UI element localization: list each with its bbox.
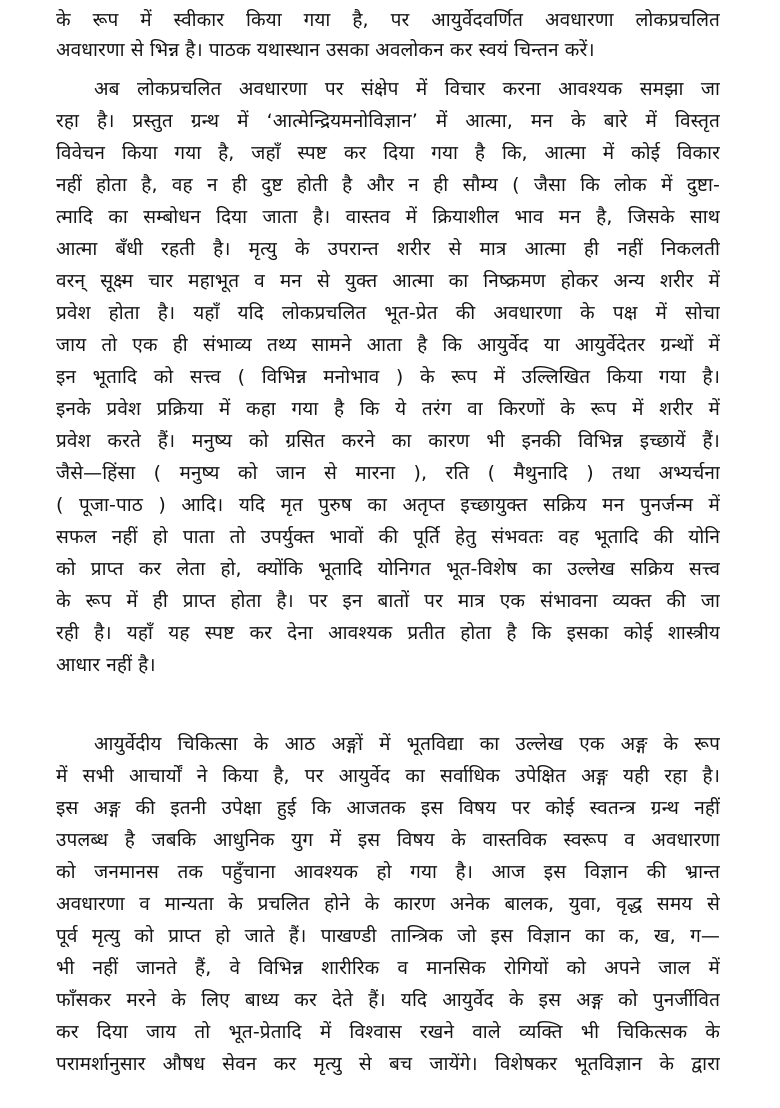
text-line: आधार नहीं है। [56, 654, 156, 676]
text-line: फाँसकर मरने के लिए बाध्य कर देते हैं। यदि आयुर्वेद के इस अङ्ग को पुनर्जीवित [56, 989, 720, 1011]
text-line: रहा है। प्रस्तुत ग्रन्थ में ‘आत्मेन्द्रियमनोविज्ञान’ में आत्मा, मन के बारे में विस्तृत [56, 110, 720, 132]
text-line: नहीं होता है, वह न ही दुष्ट होती है और न ही सौम्य ( जैसा कि लोक में दुष्टा- [56, 174, 720, 196]
text-line: रही है। यहाँ यह स्पष्ट कर देना आवश्यक प्रतीत होता है कि इसका कोई शास्त्रीय [56, 622, 720, 644]
text-line: में सभी आचार्यों ने किया है, पर आयुर्वेद का सर्वाधिक उपेक्षित अङ्ग यही रहा है। [56, 765, 720, 787]
text-line: इस अङ्ग की इतनी उपेक्षा हुई कि आजतक इस विषय पर कोई स्वतन्त्र ग्रन्थ नहीं [56, 797, 720, 819]
text-line: विवेचन किया गया है, जहाँ स्पष्ट कर दिया गया है कि, आत्मा में कोई विकार [56, 142, 720, 164]
text-line: के रूप में ही प्राप्त होता है। पर इन बातों पर मात्र एक संभावना व्यक्त की जा [56, 590, 720, 612]
text-line: वरन् सूक्ष्म चार महाभूत व मन से युक्त आत्मा का निष्क्रमण होकर अन्य शरीर में [56, 270, 720, 292]
text-line: इनके प्रवेश प्रक्रिया में कहा गया है कि ये तरंग वा किरणों के रूप में शरीर में [56, 398, 720, 420]
text-line: को प्राप्त कर लेता हो, क्योंकि भूतादि योनिगत भूत-विशेष का उल्लेख सक्रिय सत्त्व [56, 558, 720, 580]
text-line: जैसे—हिंसा ( मनुष्य को जान से मारना ), रति ( मैथुनादि ) तथा अभ्यर्चना [56, 462, 720, 484]
text-line: परामर्शानुसार औषध सेवन कर मृत्यु से बच जायेंगे। विशेषकर भूतविज्ञान के द्वारा [56, 1053, 720, 1075]
text-line: को जनमानस तक पहुँचाना आवश्यक हो गया है। आज इस विज्ञान की भ्रान्त [56, 861, 720, 883]
text-line: त्मादि का सम्बोधन दिया जाता है। वास्तव में क्रियाशील भाव मन है, जिसके साथ [56, 206, 720, 228]
text-line: के रूप में स्वीकार किया गया है, पर आयुर्वेदवर्णित अवधारणा लोकप्रचलित [56, 9, 720, 31]
text-line: अवधारणा व मान्यता के प्रचलित होने के कारण अनेक बालक, युवा, वृद्ध समय से [56, 893, 720, 915]
text-line: भी नहीं जानते हैं, वे विभिन्न शारीरिक व मानसिक रोगियों को अपने जाल में [56, 957, 720, 979]
text-line: सफल नहीं हो पाता तो उपर्युक्त भावों की पूर्ति हेतु संभवतः वह भूतादि की योनि [56, 526, 720, 548]
text-line: अवधारणा से भिन्न है। पाठक यथास्थान उसका अवलोकन कर स्वयं चिन्तन करें। [56, 39, 595, 61]
text-line: उपलब्ध है जबकि आधुनिक युग में इस विषय के वास्तविक स्वरूप व अवधारणा [56, 829, 720, 851]
text-line: पूर्व मृत्यु को प्राप्त हो जाते हैं। पाखण्डी तान्त्रिक जो इस विज्ञान का क, ख, ग— [56, 925, 720, 947]
text-line: प्रवेश होता है। यहाँ यदि लोकप्रचलित भूत-प्रेत की अवधारणा के पक्ष में सोचा [56, 302, 720, 324]
text-line: आत्मा बँधी रहती है। मृत्यु के उपरान्त शरीर से मात्र आत्मा ही नहीं निकलती [56, 238, 720, 260]
text-line: ( पूजा-पाठ ) आदि। यदि मृत पुरुष का अतृप्त इच्छायुक्त सक्रिय मन पुनर्जन्म में [56, 494, 720, 516]
text-line: कर दिया जाय तो भूत-प्रेतादि में विश्वास रखने वाले व्यक्ति भी चिकित्सक के [56, 1021, 720, 1043]
text-line: इन भूतादि को सत्त्व ( विभिन्न मनोभाव ) के रूप में उल्लिखित किया गया है। [56, 366, 720, 388]
text-line: प्रवेश करते हैं। मनुष्य को ग्रसित करने का कारण भी इनकी विभिन्न इच्छायें हैं। [56, 430, 720, 452]
text-line: आयुर्वेदीय चिकित्सा के आठ अङ्गों में भूतविद्या का उल्लेख एक अङ्ग के रूप [94, 733, 720, 755]
text-line: जाय तो एक ही संभाव्य तथ्य सामने आता है कि आयुर्वेद या आयुर्वेदेतर ग्रन्थों में [56, 334, 720, 356]
text-line: अब लोकप्रचलित अवधारणा पर संक्षेप में विचार करना आवश्यक समझा जा [94, 78, 720, 100]
